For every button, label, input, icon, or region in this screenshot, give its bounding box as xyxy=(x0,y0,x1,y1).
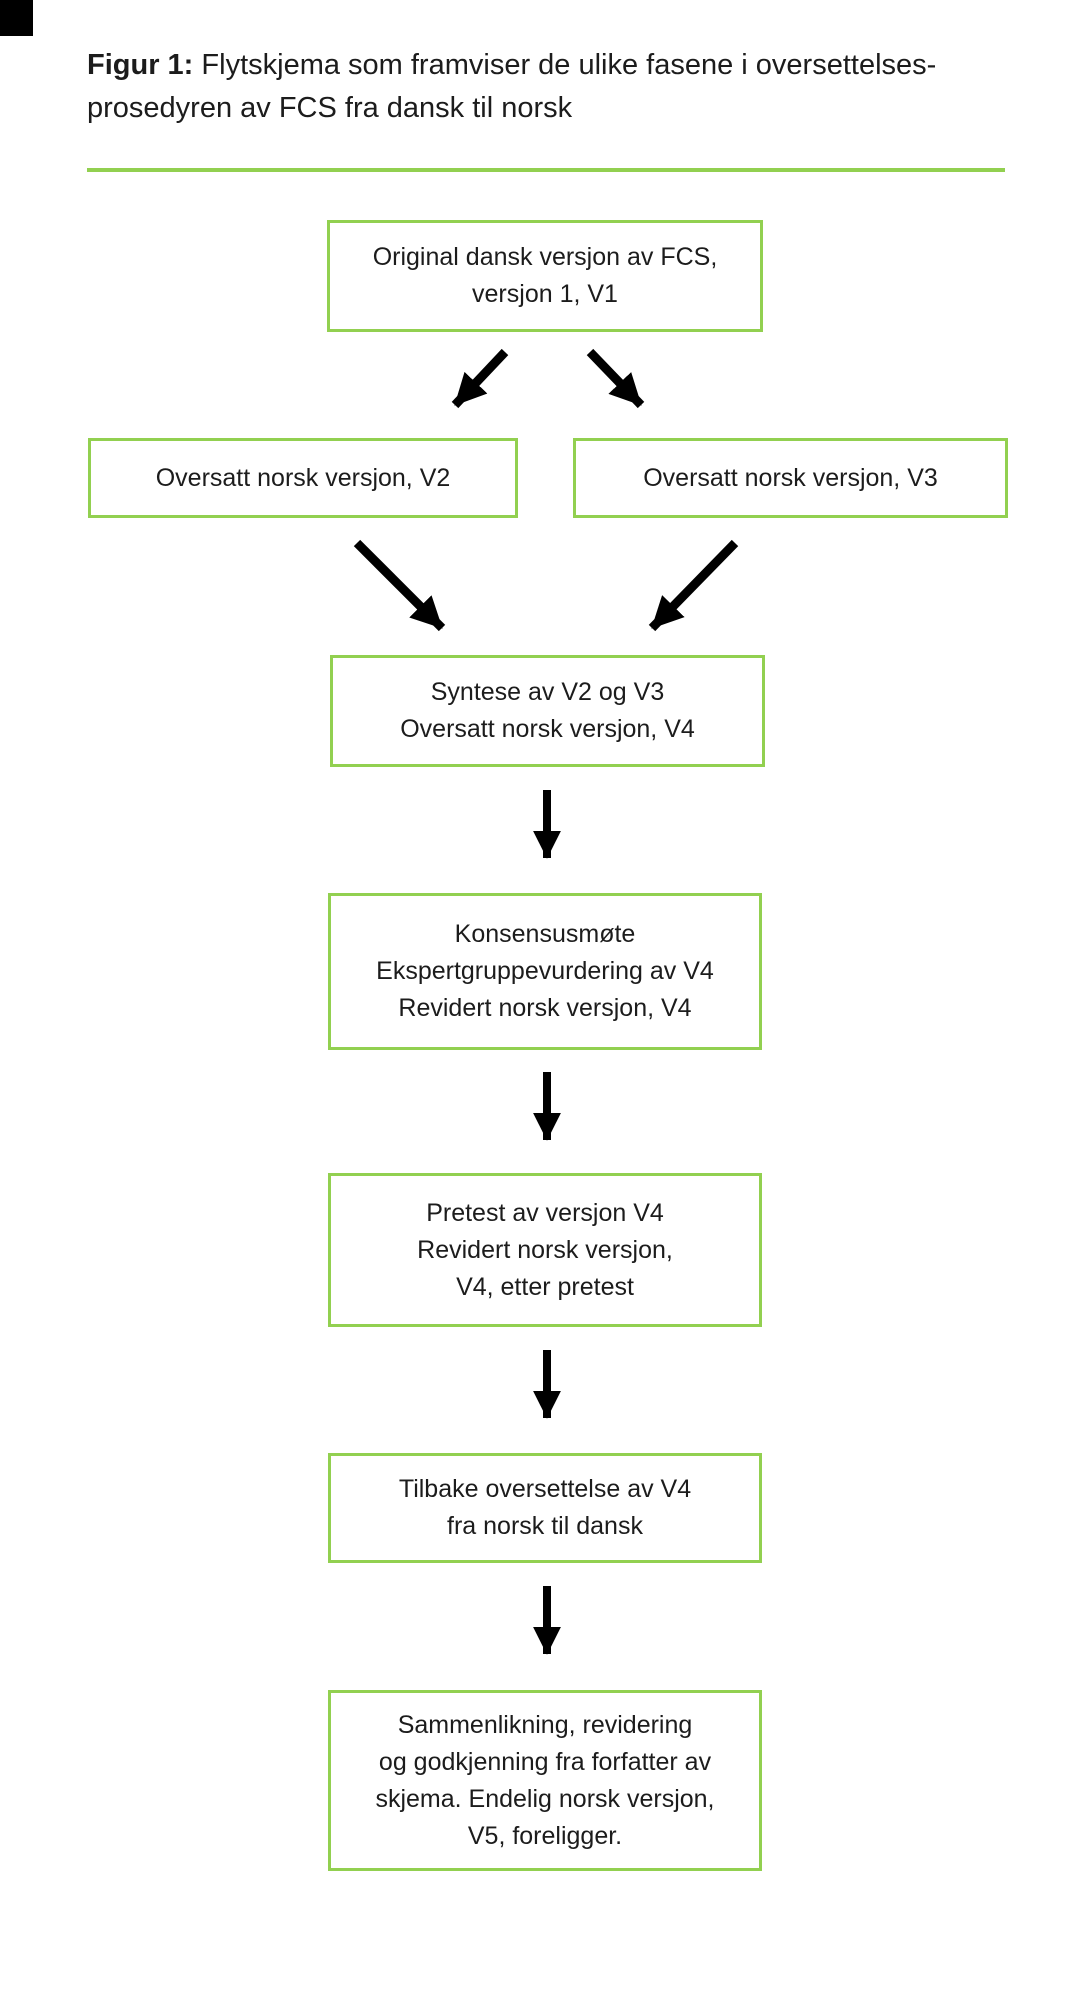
figure-caption xyxy=(87,44,1017,130)
node-text-line: skjema. Endelig norsk versjon, xyxy=(375,1784,715,1813)
node-text-line: fra norsk til dansk xyxy=(447,1512,643,1540)
node-text-line: V4, etter pretest xyxy=(456,1272,634,1301)
flow-node-v2 xyxy=(88,438,518,518)
node-text-line: Oversatt norsk versjon, V4 xyxy=(400,715,695,743)
flow-node-tilbake xyxy=(328,1453,762,1563)
node-text-line: Syntese av V2 og V3 xyxy=(430,678,665,706)
node-text-line: Revidert norsk versjon, V4 xyxy=(398,994,692,1022)
caption-underline xyxy=(87,168,1005,172)
node-text-line: V5, foreligger. xyxy=(467,1821,623,1850)
figure-caption-text-line2: prosedyren av FCS fra dansk til norsk xyxy=(87,92,573,124)
flow-node-konsensus xyxy=(328,893,762,1050)
flow-node-v1 xyxy=(327,220,763,332)
flow-node-syntese xyxy=(330,655,765,767)
node-text-line: Sammenlikning, revidering xyxy=(397,1710,693,1739)
node-text-line: Oversatt norsk versjon, V2 xyxy=(155,463,451,492)
flow-node-endelig xyxy=(328,1690,762,1871)
node-text-line: Original dansk versjon av FCS, xyxy=(372,243,718,271)
arrow-v1-to-v2 xyxy=(455,352,505,405)
figure-caption-text-line1: Flytskjema som framviser de ulike fasene i oversettelses- xyxy=(201,49,937,81)
flow-node-v3 xyxy=(573,438,1008,518)
figure-caption-label: Figur 1: xyxy=(87,49,194,81)
arrow-v1-to-v3 xyxy=(590,352,641,405)
node-text-line: Pretest av versjon V4 xyxy=(426,1198,664,1227)
arrow-v3-to-syntese xyxy=(652,543,735,628)
node-text-line: Konsensusmøte xyxy=(454,920,636,948)
arrow-v2-to-syntese xyxy=(357,543,442,628)
node-text-line: versjon 1, V1 xyxy=(472,280,618,308)
node-text-line: Tilbake oversettelse av V4 xyxy=(398,1475,692,1503)
node-text-line: og godkjenning fra forfatter av xyxy=(378,1747,712,1776)
scan-corner-artifact xyxy=(0,0,33,36)
flow-node-pretest xyxy=(328,1173,762,1327)
node-text-line: Revidert norsk versjon, xyxy=(417,1235,673,1264)
node-text-line: Ekspertgruppevurdering av V4 xyxy=(376,957,714,985)
node-text-line: Oversatt norsk versjon, V3 xyxy=(643,463,938,492)
